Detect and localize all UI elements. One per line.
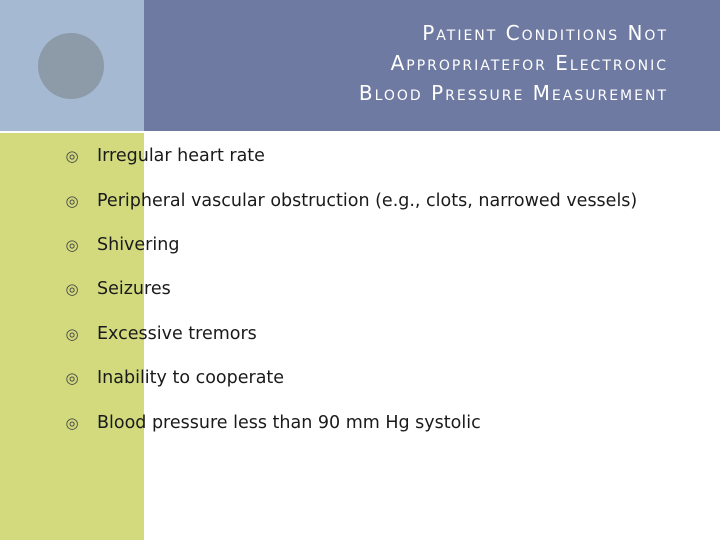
bullet-text: Inability to cooperate [97, 368, 285, 389]
bullet-text: Excessive tremors [97, 323, 257, 344]
bullet-text: Irregular heart rate [97, 146, 265, 167]
bullet-text: Peripheral vascular obstruction (e.g., clots, narrowed vessels) [97, 190, 638, 211]
title-line-1: Patient Conditions Not [422, 21, 668, 45]
title-line-2: Appropriatefor Electronic [390, 51, 668, 75]
target-bullet-icon: ◎ [65, 235, 79, 254]
list-item [60, 400, 700, 444]
target-bullet-icon: ◎ [65, 324, 79, 343]
target-bullet-icon: ◎ [65, 369, 79, 388]
bullet-text: Shivering [97, 234, 180, 255]
header-divider [0, 131, 720, 133]
decorative-circle-icon [38, 33, 104, 99]
target-bullet-icon: ◎ [65, 191, 79, 210]
slide-title [168, 18, 668, 108]
list-item [60, 312, 700, 356]
list-item [60, 267, 700, 311]
list-item [60, 134, 700, 178]
bullet-text: Seizures [97, 279, 171, 300]
list-item [60, 356, 700, 400]
bullet-list [60, 134, 700, 445]
target-bullet-icon: ◎ [65, 280, 79, 299]
list-item [60, 223, 700, 267]
title-line-3: Blood Pressure Measurement [358, 81, 668, 105]
target-bullet-icon: ◎ [65, 147, 79, 166]
list-item [60, 178, 700, 222]
bullet-text: Blood pressure less than 90 mm Hg systolic [97, 412, 481, 433]
target-bullet-icon: ◎ [65, 413, 79, 432]
